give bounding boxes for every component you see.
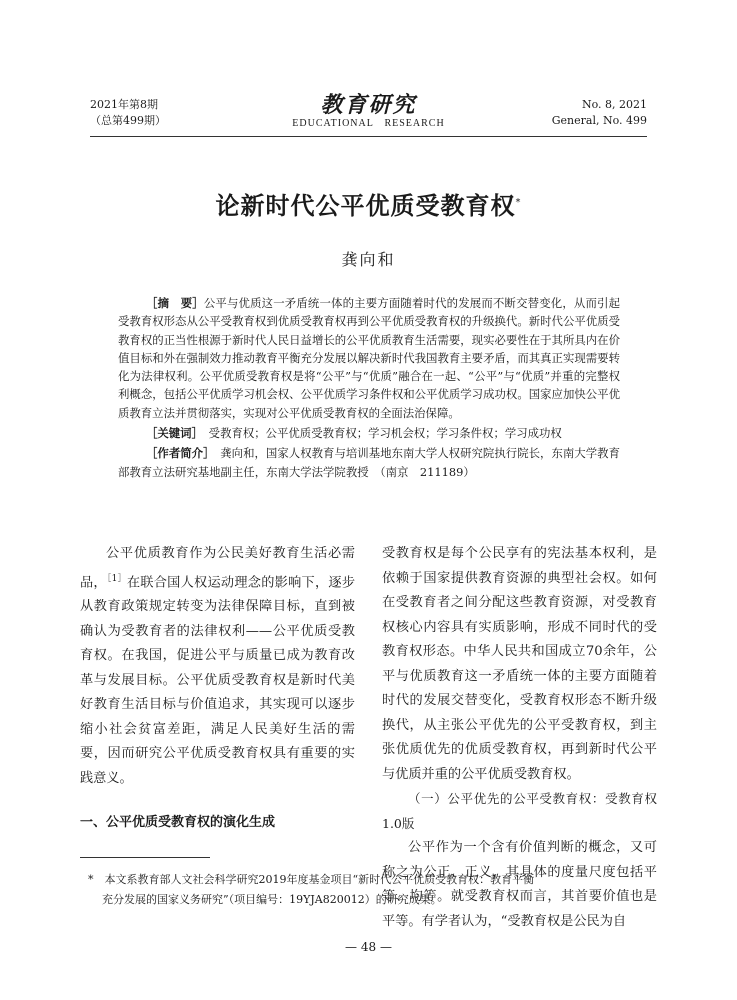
footnote xyxy=(88,870,648,910)
keywords xyxy=(118,424,620,442)
author-bio xyxy=(118,444,620,481)
abstract-label: ［摘 要］ xyxy=(146,296,204,310)
page-header xyxy=(90,92,647,137)
author-bio-text: 龚向和，国家人权教育与培训基地东南大学人权研究院执行院长，东南大学教育部教育立法研究基地副主任，东南大学法学院教授 （南京 211189） xyxy=(118,446,620,479)
abstract-text: 公平与优质这一矛盾统一体的主要方面随着时代的发展而不断交替变化，从而引起受教育权形态从公平受教育权到优质受教育权再到公平优质受教育权的升级换代。新时代公平优质受教育权的正当性根源于新时代人民日益增长的公平优质教育生活需要，现实必要性在于其所具内在价值目标和外在强制效力推动教育平衡充分发展以解决新时代我国教育主要矛盾，而其真正实现需要转化为法律权利。公平优质受教育权是将“公平”与“优质”融合在一起、“公平”与“优质”并重的完整权利概念，包括公平优质学习机会权、公平优质学习条件权和公平优质学习成功权。国家应加快公平优质教育立法并贯彻落实，实现对公平优质受教育权的全面法治保障。 xyxy=(118,296,620,420)
footnote-divider xyxy=(80,857,210,858)
keywords-text: 受教育权；公平优质受教育权；学习机会权；学习条件权；学习成功权 xyxy=(208,426,562,441)
author-bio-label: ［作者简介］ xyxy=(146,446,209,461)
header-divider xyxy=(90,136,647,137)
article-title xyxy=(0,186,737,221)
body-column-left xyxy=(80,542,355,854)
journal-name-cn: 教育研究 xyxy=(320,92,417,118)
issue-info xyxy=(90,97,166,129)
journal-name-en: EDUCATIONAL RESEARCH xyxy=(292,118,445,129)
intro-text-b: 在联合国人权运动理念的影响下，逐步从教育政策规定转变为法律保障目标，直到被确认为受教育者的法律权利——公平优质受教育权。在我国，促进公平与质量已成为教育改革与发展目标。公平优质受教育权是新时代美好教育生活目标与价值追求，其实现可以逐步缩小社会贫富差距，满足人民美好生活的需要，因而研究公平优质受教育权具有重要的实践意义。 xyxy=(80,574,356,786)
issue-number-en: No. 8, 2021 xyxy=(581,98,647,111)
footnote-line-1: 本文系教育部人文社会科学研究2019年度基金项目“新时代公平优质受教育权：教育平衡 xyxy=(104,873,535,886)
abstract-block xyxy=(118,294,620,481)
total-issue-number: （总第499期） xyxy=(90,114,166,127)
intro-text-a: 公平优质教育作为公民美好教育生活必需品， xyxy=(80,546,355,590)
subsection1-paragraph: 公平作为一个含有价值判断的概念，又可称之为公正、正义，其具体的度量尺度包括平等、均等。就受教育权而言，其首要价值也是平等。有学者认为，“受教育权是公民为自 xyxy=(382,840,657,929)
footnote-line-2: 充分发展的国家义务研究”（项目编号：19YJA820012）的研究成果。 xyxy=(102,893,442,906)
subsection-heading: （一）公平优先的公平受教育权：受教育权1.0版 xyxy=(382,791,657,831)
title-footnote-mark: * xyxy=(515,197,522,208)
issue-info-en xyxy=(552,97,647,129)
article-author: 龚向和 xyxy=(341,250,396,269)
journal-logo xyxy=(292,93,444,131)
section-heading: 一、公平优质受教育权的演化生成 xyxy=(80,815,276,831)
section1-paragraph-continued: 受教育权是每个公民享有的宪法基本权利，是依赖于国家提供教育资源的典型社会权。如何在受教育者之间分配这些教育资源，对受教育权核心内容具有实质影响，形成不同时代的受教育权形态。中华人民共和国成立70余年，公平与优质教育这一矛盾统一体的主要方面随着时代的发展交替变化，受教育权形态不断升级换代，从主张公平优先的公平受教育权，到主张优质优先的优质受教育权，再到新时代公平与优质并重的公平优质受教育权。 xyxy=(382,546,657,782)
intro-paragraph xyxy=(80,542,355,791)
abstract xyxy=(118,294,620,422)
article-title-text: 论新时代公平优质受教育权 xyxy=(215,192,516,220)
page-number: — 48 — xyxy=(345,940,392,954)
keywords-label: ［关键词］ xyxy=(146,426,198,441)
footnote-mark: * xyxy=(88,873,94,886)
citation-ref: ［1］ xyxy=(106,573,127,584)
general-number-en: General, No. 499 xyxy=(551,114,647,127)
issue-number: 2021年第8期 xyxy=(90,98,158,111)
